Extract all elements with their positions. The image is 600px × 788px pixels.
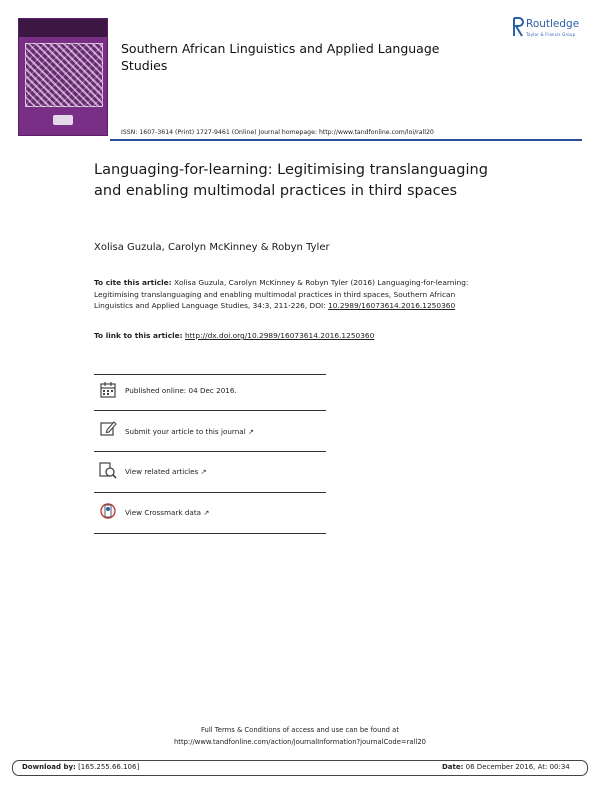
issn-line xyxy=(121,129,434,136)
edit-icon xyxy=(99,419,117,437)
divider xyxy=(94,533,326,534)
citation-text: Xolisa Guzula, Carolyn McKinney & Robyn Tyler (2016) Languaging-for-learning: Legitimising translanguaging and enabling multimodal practices in third spaces, Southern African Linguistics and Applied Language Studies, 34:3, 211-226, DOI: xyxy=(94,278,469,310)
journal-homepage-link[interactable]: http://www.tandfonline.com/loi/rall20 xyxy=(318,129,434,136)
related-articles-icon xyxy=(99,461,117,479)
journal-cover-image xyxy=(18,18,108,136)
article-link-block xyxy=(94,331,374,340)
article-url-link[interactable]: http://dx.doi.org/10.2989/16073614.2016.1250360 xyxy=(184,331,375,340)
publisher-tagline: Taylor & Francis Group xyxy=(526,32,576,37)
citation-block xyxy=(94,277,484,312)
calendar-icon xyxy=(99,381,117,399)
external-link-icon: ↗ xyxy=(203,508,210,517)
submit-article-link[interactable]: Submit your article to this journal ↗ xyxy=(125,427,255,436)
article-title: Languaging-for-learning: Legitimising translanguaging and enabling multimodal practices in third spaces xyxy=(94,162,488,199)
crossmark-icon xyxy=(99,502,117,520)
related-articles-link[interactable]: View related articles ↗ xyxy=(125,467,207,476)
journal-title: Southern African Linguistics and Applied Language Studies xyxy=(121,41,440,73)
publisher-name: Routledge xyxy=(526,18,580,30)
publisher-logo xyxy=(512,16,592,42)
doi-link[interactable]: 10.2989/16073614.2016.1250360 xyxy=(328,301,456,310)
published-online-text: Published online: 04 Dec 2016. xyxy=(125,386,237,395)
terms-link[interactable]: http://www.tandfonline.com/action/journalInformation?journalCode=rall20 xyxy=(173,738,426,746)
external-link-icon: ↗ xyxy=(248,427,255,436)
issn-text: ISSN: 1607-3614 (Print) 1727-9461 (Online) Journal homepage: xyxy=(121,129,317,136)
divider xyxy=(94,492,326,493)
divider xyxy=(94,451,326,452)
divider xyxy=(94,374,326,375)
link-label: To link to this article: xyxy=(94,331,183,340)
article-authors: Xolisa Guzula, Carolyn McKinney & Robyn Tyler xyxy=(94,242,330,253)
routledge-r-icon xyxy=(512,16,524,38)
download-date: Date: 06 December 2016, At: 00:34 xyxy=(442,763,570,771)
crossmark-link[interactable]: View Crossmark data ↗ xyxy=(125,508,210,517)
header-divider xyxy=(110,139,582,141)
download-by: Download by: [165.255.66.106] xyxy=(22,763,140,771)
terms-text: Full Terms & Conditions of access and use can be found at xyxy=(201,726,399,734)
external-link-icon: ↗ xyxy=(200,467,207,476)
citation-label: To cite this article: xyxy=(94,278,172,287)
divider xyxy=(94,410,326,411)
